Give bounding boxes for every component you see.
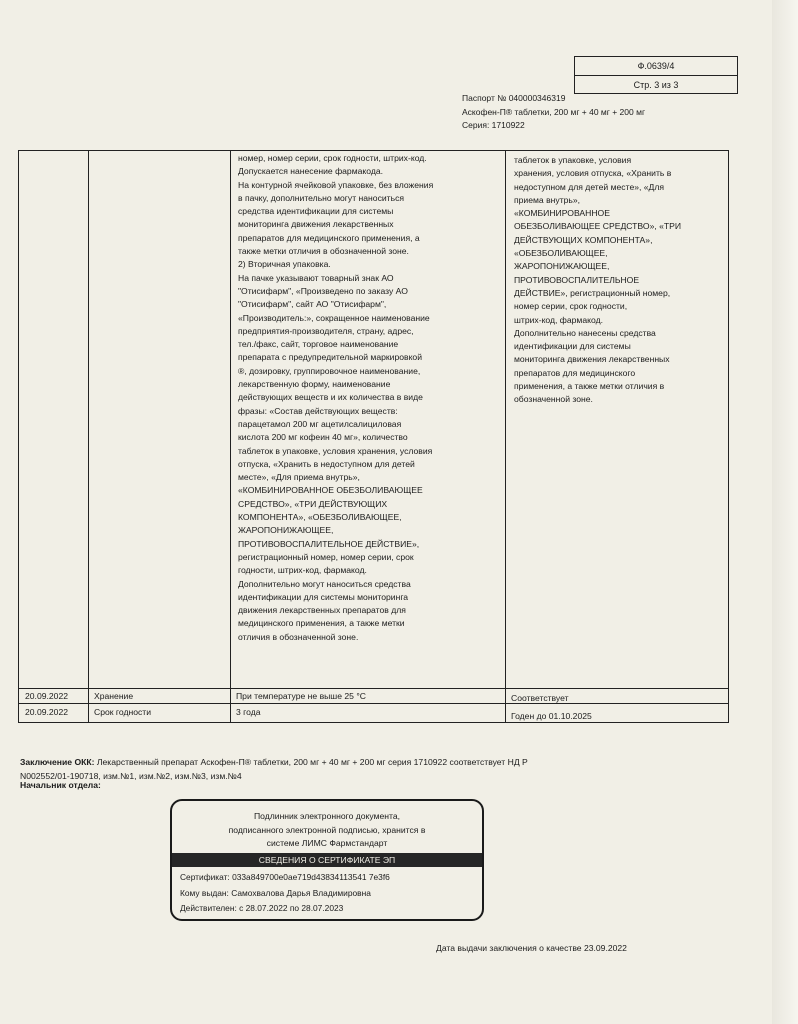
text-line: идентификации для системы мониторинга [238,591,409,602]
text-line: таблеток в упаковке, условия [514,155,632,165]
table-col-border [230,150,231,722]
text-line: КОМПОНЕНТА», «ОБЕЗБОЛИВАЮЩЕЕ, [238,512,402,523]
text-line: также метки отличия в обозначенной зоне. [238,246,409,257]
conclusion-label: Заключение ОКК: [20,757,95,767]
product-name: Аскофен-П® таблетки, 200 мг + 40 мг + 200 мг [462,106,646,117]
shelf-life-result: Годен до 01.10.2025 [511,711,592,721]
storage-date: 20.09.2022 [25,691,69,701]
text-line: «КОМБИНИРОВАННОЕ [514,208,610,219]
storage-result: Соответствует [511,693,569,703]
text-line: 2) Вторичная упаковка. [238,259,331,270]
certificate-details [180,870,390,917]
series-number: Серия: 1710922 [462,120,525,130]
certificate-validity: Действителен: с 28.07.2022 по 28.07.2023 [180,903,344,913]
text-line: лекарственную форму, наименование [238,379,391,390]
text-line: отпуска, «Хранить в недоступном для детей [238,458,415,469]
table-col-border [728,150,729,722]
text-line: в пачку, дополнительно могут наноситься [238,192,405,203]
text-line: ПРОТИВОВОСПАЛИТЕЛЬНОЕ ДЕЙСТВИЕ», [238,538,420,549]
electronic-signature-stamp [170,799,484,921]
stamp-line: системе ЛИМС Фармстандарт [266,838,388,848]
text-line: Допускается нанесение фармакода. [238,166,384,177]
conclusion-text-line2: N002552/01-190718, изм.№1, изм.№2, изм.№3, изм.№4 [20,770,242,781]
text-line: препарата с предупредительной маркировкой [238,352,423,363]
text-line: ®, дозировку, группировочное наименование, [238,365,421,376]
text-line: действующих веществ и их количества в виде [238,392,423,403]
table-col-border [88,150,89,722]
conclusion-text: Лекарственный препарат Аскофен-П® таблетки, 200 мг + 40 мг + 200 мг серия 1710922 соответствует НД Р [94,757,528,767]
text-line: медицинского применения, а также метки [238,618,405,629]
text-line: ПРОТИВОВОСПАЛИТЕЛЬНОЕ [514,274,640,285]
storage-name: Хранение [94,691,134,701]
text-line: недоступном для детей месте», «Для [514,181,665,192]
results-column-text [514,154,724,407]
table-col-border [18,150,19,722]
text-line: обозначенной зоне. [514,394,593,405]
text-line: ОБЕЗБОЛИВАЮЩЕЕ СРЕДСТВО», «ТРИ [514,221,682,232]
text-line: парацетамол 200 мг ацетилсалициловая [238,418,402,429]
text-line: ДЕЙСТВУЮЩИХ КОМПОНЕНТА», [514,234,653,245]
text-line: ЖАРОПОНИЖАЮЩЕЕ, [238,525,334,536]
text-line: ДЕЙСТВИЕ», регистрационный номер, [514,287,671,298]
text-line: препаратов для медицинского [514,367,636,378]
text-line: мониторинга движения лекарственных [238,219,394,230]
text-line: «ОБЕЗБОЛИВАЮЩЕЕ, [514,248,608,259]
requirements-column-text [238,152,500,644]
text-line: годности, штрих-код, фармакод. [238,565,367,576]
text-line: номер, номер серии, срок годности, штрих-код. [238,153,427,163]
passport-info [462,92,645,133]
text-line: отличия в обозначенной зоне. [238,631,359,642]
form-code: Ф.0639/4 [575,57,737,76]
text-line: «Производитель:», сокращенное наименование [238,312,430,323]
stamp-line: Подлинник электронного документа, [253,811,401,821]
table-col-border [505,150,506,722]
text-line: кислота 200 мг кофеин 40 мг», количество [238,432,408,443]
text-line: идентификации для системы [514,341,631,352]
text-line: ЖАРОПОНИЖАЮЩЕЕ, [514,261,610,272]
stamp-line: подписанного электронной подписью, хранится в [228,824,426,835]
text-line: На контурной ячейковой упаковке, без вложения [238,179,434,190]
shelf-life-date: 20.09.2022 [25,707,69,717]
text-line: движения лекарственных препаратов для [238,605,406,616]
passport-number: Паспорт № 040000346319 [462,93,566,103]
shelf-life-requirement: 3 года [236,707,261,717]
page-number: Стр. 3 из 3 [633,80,679,90]
text-line: штрих-код, фармакод. [514,314,603,325]
table-row-divider [18,703,729,704]
text-line: "Отисифарм", сайт АО "Отисифарм", [238,299,387,310]
table-top-border [18,150,729,151]
text-line: средства идентификации для системы [238,206,394,217]
shelf-life-name: Срок годности [94,707,152,717]
text-line: мониторинга движения лекарственных [514,354,670,365]
table-bottom-border [18,722,729,723]
text-line: тел./факс, сайт, торговое наименование [238,339,399,350]
certificate-id: Сертификат: 033a849700e0ae719d43834113541 7e3f6 [180,872,390,882]
qc-conclusion [20,756,528,783]
text-line: применения, а также метки отличия в [514,381,665,392]
text-line: приема внутрь», [514,194,581,205]
form-code-box [574,56,738,94]
text-line: Дополнительно нанесены средства [514,327,656,338]
table-row-divider [18,688,729,689]
text-line: препаратов для медицинского применения, а [238,232,420,243]
stamp-notice [172,810,482,851]
text-line: предприятия-производителя, страну, адрес, [238,325,414,336]
text-line: таблеток в упаковке, условия хранения, условия [238,445,433,456]
text-line: СРЕДСТВО», «ТРИ ДЕЙСТВУЮЩИХ [238,498,388,509]
text-line: "Отисифарм", «Произведено по заказу АО [238,285,408,296]
department-head-label: Начальник отдела: [20,780,101,790]
text-line: «КОМБИНИРОВАННОЕ ОБЕЗБОЛИВАЮЩЕЕ [238,485,423,496]
storage-requirement: При температуре не выше 25 °С [236,691,366,701]
text-line: месте», «Для приема внутрь», [238,472,360,483]
certificate-info-header: СВЕДЕНИЯ О СЕРТИФИКАТЕ ЭП [172,853,482,867]
text-line: Дополнительно могут наноситься средства [238,578,411,589]
text-line: номер серии, срок годности, [514,301,628,312]
text-line: фразы: «Состав действующих веществ: [238,405,398,416]
text-line: регистрационный номер, номер серии, срок [238,551,414,562]
text-line: На пачке указывают товарный знак АО [238,272,394,283]
page-edge [772,0,798,1024]
text-line: хранения, условия отпуска, «Хранить в [514,168,672,179]
issue-date: Дата выдачи заключения о качестве 23.09.2022 [436,943,627,953]
certificate-owner: Кому выдан: Самохвалова Дарья Владимировна [180,887,371,898]
